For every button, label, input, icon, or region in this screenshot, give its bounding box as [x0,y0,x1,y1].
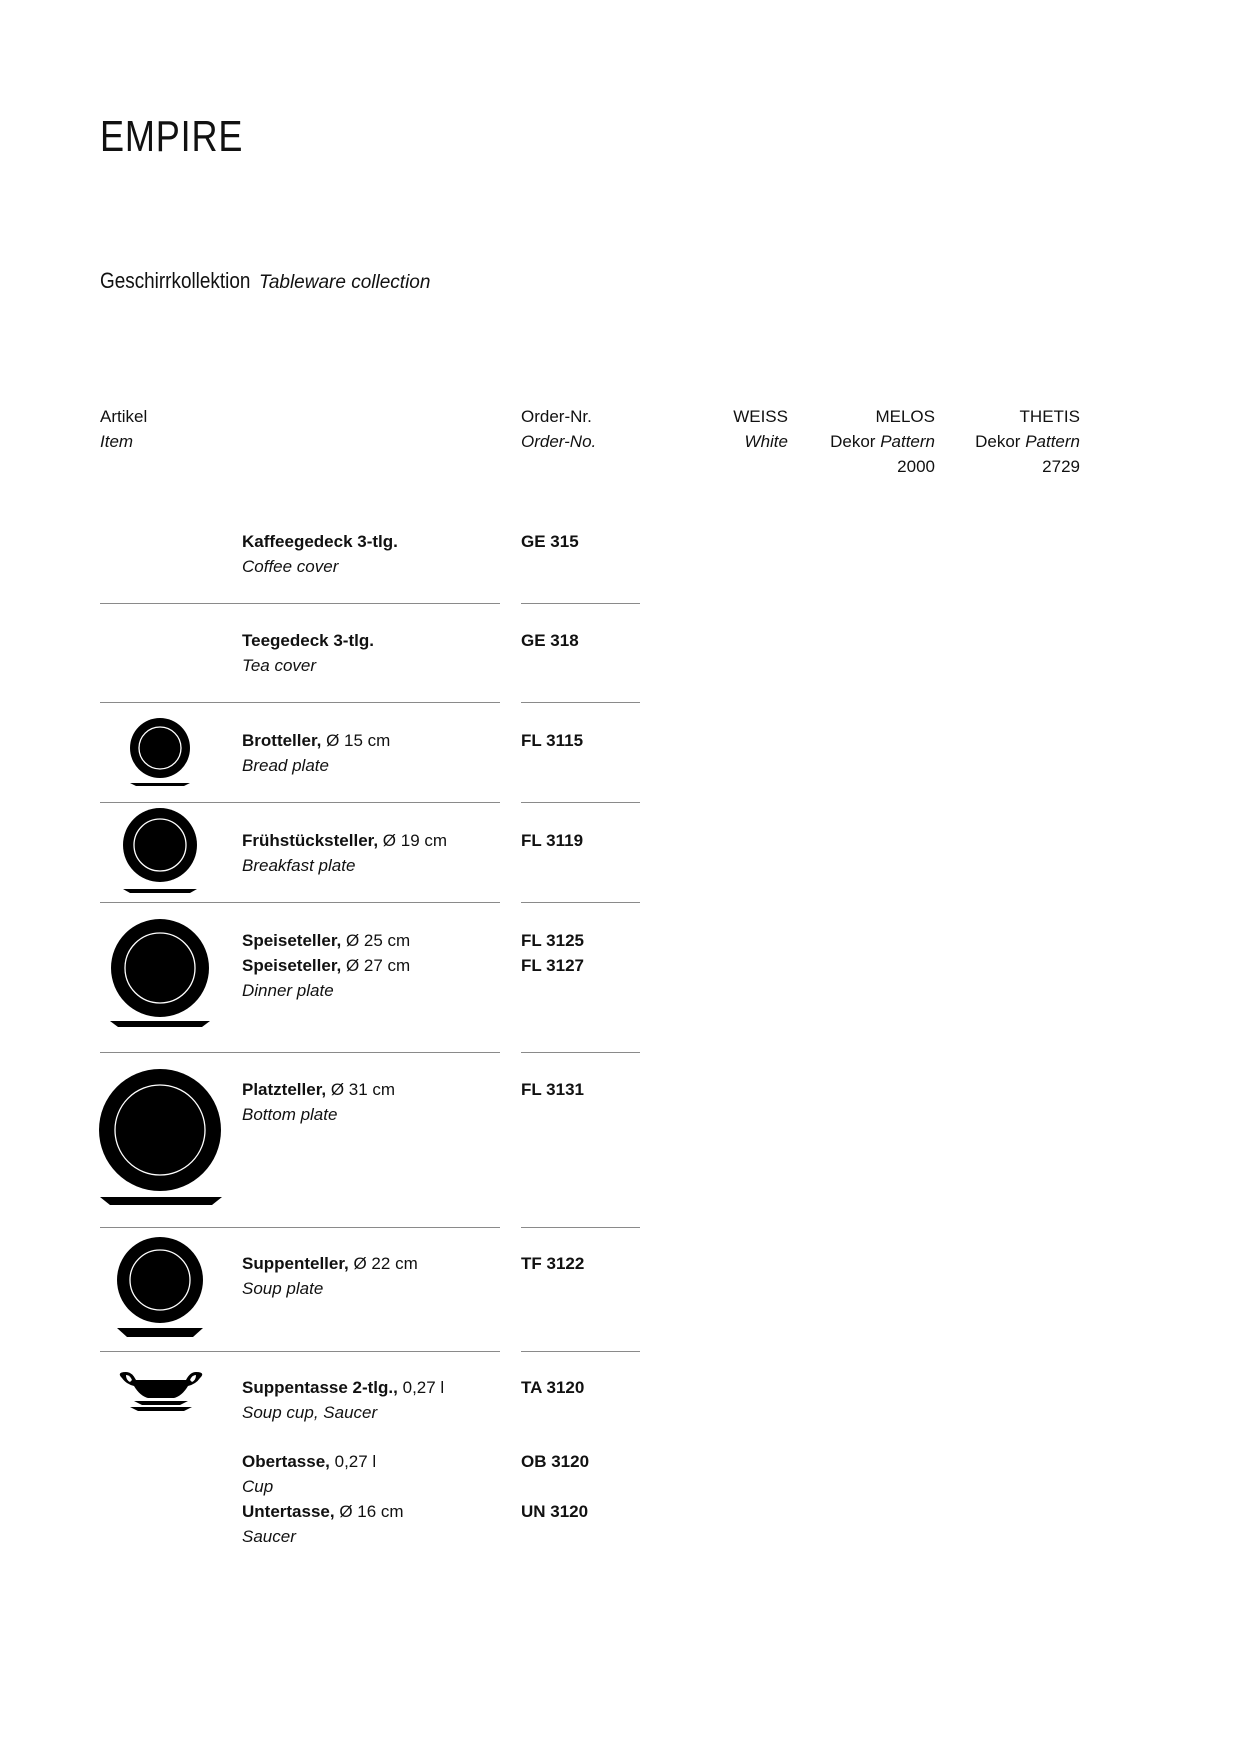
item-detail: Ø 16 cm [339,1502,404,1521]
divider [521,1227,640,1228]
divider [521,603,640,604]
divider [100,603,500,604]
header-weiss-en: White [744,432,788,451]
order-number: UN 3120 [521,1502,589,1521]
item-en: Breakfast plate [242,856,356,875]
item-name: Untertasse, [242,1502,335,1521]
list-item [242,728,390,778]
item-en: Dinner plate [242,981,334,1000]
item-detail: Ø 19 cm [382,831,448,850]
list-item [242,529,398,579]
item-name: Platzteller, [242,1080,327,1099]
divider [100,1052,500,1053]
item-en: Bread plate [242,756,329,775]
item-detail-2: Ø 27 cm [345,956,411,975]
list-item [242,1251,418,1301]
subtitle-en: Tableware collection [258,272,431,293]
header-thetis-name: THETIS [1019,407,1080,426]
header-melos-dekor: Dekor [830,432,876,451]
header-item [100,404,147,454]
page-title: EMPIRE [100,112,244,161]
divider [521,802,640,803]
header-melos-num: 2000 [897,457,935,476]
item-name: Brotteller, [242,731,322,750]
item-name: Kaffeegedeck 3-tlg. [242,532,398,551]
divider [521,1351,640,1352]
header-thetis-pattern: Pattern [1025,432,1080,451]
item-detail: Ø 22 cm [353,1254,418,1273]
header-thetis-num: 2729 [1042,457,1080,476]
item-name: Suppenteller, [242,1254,349,1273]
list-item [242,928,410,1003]
header-thetis-dekor: Dekor [975,432,1021,451]
order-number: TA 3120 [521,1378,585,1397]
item-en: Saucer [242,1527,296,1546]
header-thetis [945,404,1080,479]
item-detail: Ø 15 cm [326,731,391,750]
order-number: GE 315 [521,532,579,551]
divider [100,702,500,703]
divider [521,702,640,703]
header-item-de: Artikel [100,407,148,426]
soup-plate-icon [113,1235,208,1340]
divider [100,802,500,803]
divider [100,902,500,903]
item-detail: 0,27 l [402,1378,445,1397]
header-melos-name: MELOS [875,407,935,426]
divider [100,1227,500,1228]
item-en: Soup plate [242,1279,324,1298]
item-en: Cup [242,1477,274,1496]
breakfast-plate-icon [115,805,205,895]
header-melos-pattern: Pattern [880,432,935,451]
bottom-plate-icon [98,1065,224,1210]
header-item-en: Item [100,432,134,451]
divider [521,1052,640,1053]
item-name: Teegedeck 3-tlg. [242,631,374,650]
order-number: GE 318 [521,631,579,650]
item-name: Speiseteller, [242,931,342,950]
item-en: Bottom plate [242,1105,338,1124]
order-number-2: FL 3127 [521,956,585,975]
subtitle-de: Geschirrkollektion [100,268,251,293]
bread-plate-icon [120,715,200,787]
item-name: Frühstücksteller, [242,831,379,850]
header-order [521,404,596,454]
order-number: FL 3119 [521,831,584,850]
header-weiss [690,404,788,454]
list-item [242,1449,404,1549]
list-item [242,628,374,678]
item-detail: Ø 31 cm [330,1080,396,1099]
item-en: Soup cup, Saucer [242,1403,378,1422]
list-item [242,1375,444,1425]
item-name: Obertasse, [242,1452,330,1471]
item-name: Suppentasse 2-tlg., [242,1378,398,1397]
order-number-1: FL 3125 [521,931,585,950]
item-en: Tea cover [242,656,317,675]
header-order-en: Order-No. [521,432,597,451]
item-detail: Ø 25 cm [345,931,411,950]
order-number: FL 3131 [521,1080,585,1099]
dinner-plate-icon [105,913,215,1033]
divider [100,1351,500,1352]
order-number: TF 3122 [521,1254,585,1273]
order-number [521,928,584,978]
divider [521,902,640,903]
item-en: Coffee cover [242,557,339,576]
soup-cup-icon [118,1370,204,1414]
item-detail: 0,27 l [334,1452,377,1471]
header-order-de: Order-Nr. [521,407,592,426]
list-item [242,1077,395,1127]
header-melos [800,404,935,479]
header-weiss-de: WEISS [733,407,788,426]
order-number: OB 3120 [521,1452,590,1471]
order-number: FL 3115 [521,731,584,750]
item-name-2: Speiseteller, [242,956,342,975]
list-item [242,828,447,878]
subtitle [100,268,430,294]
